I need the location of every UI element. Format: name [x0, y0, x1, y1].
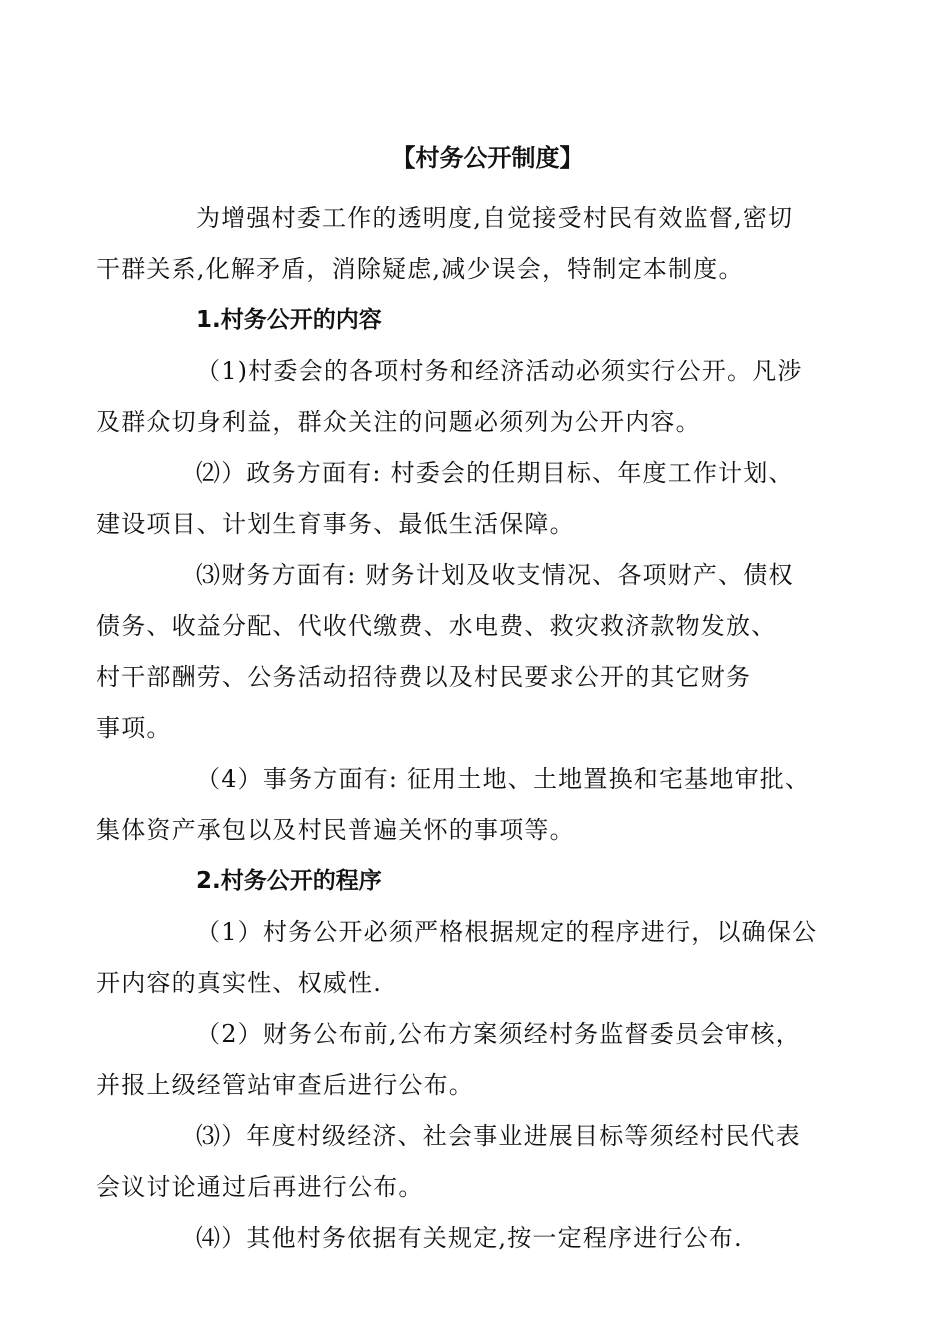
section1-item-4: [96, 754, 821, 856]
text-line: ⑶财务方面有: 财务计划及收支情况、各项财产、债权: [196, 561, 794, 589]
intro-paragraph: [96, 193, 821, 295]
text-line: （1）村务公开必须严格根据规定的程序进行，以确保公: [196, 918, 818, 946]
text-line: 干群关系,化解矛盾，消除疑虑,减少误会，特制定本制度。: [96, 255, 744, 283]
text-line: ⑶）年度村级经济、社会事业进展目标等须经村民代表: [196, 1122, 801, 1150]
text-line: 开内容的真实性、权威性.: [96, 969, 383, 997]
section2-item-4: [146, 1213, 821, 1264]
section-heading-content: 1.村务公开的内容: [196, 307, 382, 333]
text-line: （2）财务公布前,公布方案须经村务监督委员会审核，: [196, 1020, 801, 1048]
section-heading-procedure: 2.村务公开的程序: [196, 868, 382, 894]
text-line: （4）事务方面有: 征用土地、土地置换和宅基地审批、: [196, 765, 811, 793]
text-line: ⑵）政务方面有: 村委会的任期目标、年度工作计划、: [196, 459, 794, 487]
text-line: 集体资产承包以及村民普遍关怀的事项等。: [96, 816, 575, 844]
text-line: 事项。: [96, 714, 172, 742]
document-title: 【村务公开制度】: [391, 144, 584, 172]
text-line: 村干部酬劳、公务活动招待费以及村民要求公开的其它财务: [96, 663, 752, 691]
section1-item-2: [96, 448, 821, 550]
text-line: 并报上级经管站审查后进行公布。: [96, 1071, 474, 1099]
text-line: 建设项目、计划生育事务、最低生活保障。: [96, 510, 575, 538]
section2-item-2: [96, 1009, 821, 1111]
text-line: （1)村委会的各项村务和经济活动必须实行公开。凡涉: [196, 357, 803, 385]
text-line: ⑷）其他村务依据有关规定,按一定程序进行公布.: [196, 1224, 743, 1252]
text-line: 会议讨论通过后再进行公布。: [96, 1173, 424, 1201]
text-line: 及群众切身利益，群众关注的问题必须列为公开内容。: [96, 408, 701, 436]
section1-item-3: [96, 550, 821, 754]
text-line: 债务、收益分配、代收代缴费、水电费、救灾救济款物发放、: [96, 612, 777, 640]
section1-item-1: [96, 346, 821, 448]
section2-item-3: [96, 1111, 821, 1213]
section2-item-1: [96, 907, 821, 1009]
text-line: 为增强村委工作的透明度,自觉接受村民有效监督,密切: [196, 204, 794, 232]
document-page: [96, 143, 821, 1264]
